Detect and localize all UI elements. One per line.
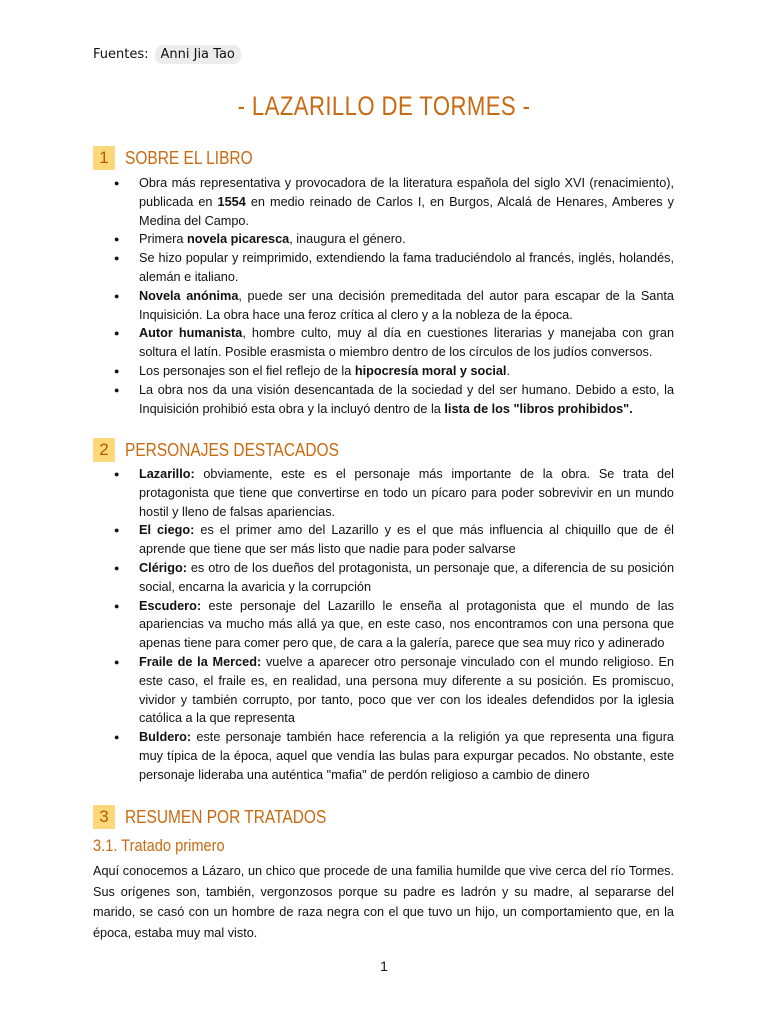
list-item [114, 521, 674, 559]
summary-paragraph: Aquí conocemos a Lázaro, un chico que procede de una familia humilde que vive cerca del río Tormes. Sus orígenes son, también, vergonzosos porque su padre es ladrón y su madre, al separarse del marido, se casó con un hombre de raza negra con el que tuvo un hijo, un comportamiento que, en la época, estaba muy mal visto. [93, 864, 674, 940]
bold-term: Novela anónima [139, 288, 239, 303]
bold-term: Fraile de la Merced: [139, 654, 262, 669]
list-item [114, 653, 674, 728]
list-item [114, 559, 674, 597]
list-item [114, 728, 674, 784]
item-text: , inaugura el género. [289, 232, 406, 247]
item-text: Los personajes son el fiel reflejo de la [139, 363, 355, 378]
item-text: este personaje del Lazarillo le enseña al protagonista que el mundo de las apariencias va mucho más allá ya que, en este caso, nos encontramos con una persona que apenas tiene para comer pero que, de cara a la galería, parece que sea muy rico y adinerado [139, 598, 674, 651]
item-text: es otro de los dueños del protagonista, un personaje que, a diferencia de su posición social, encarna la avaricia y la corrupción [139, 560, 674, 594]
list-item [114, 174, 674, 230]
subsection-title: 3.1. Tratado primero [93, 836, 225, 855]
characters-bullet-list [114, 465, 674, 785]
page-number: 1 [380, 958, 388, 974]
list-item [114, 287, 674, 325]
bold-term: El ciego: [139, 523, 195, 538]
bold-term: lista de los "libros prohibidos". [444, 401, 633, 416]
document-title: - LAZARILLO DE TORMES - [237, 91, 531, 121]
section-heading-2 [93, 438, 374, 462]
list-item [114, 465, 674, 521]
item-text: Obra más representativa y provocadora de la literatura española del siglo XVI (renacimiento), publicada en [139, 176, 674, 209]
sources-line [93, 45, 241, 64]
section-number: 3 [93, 805, 115, 829]
list-item [114, 362, 674, 381]
section-title: PERSONAJES DESTACADOS [125, 439, 339, 460]
list-item [114, 230, 674, 249]
list-item [114, 249, 674, 287]
item-text: , hombre culto, muy al día en cuestiones literarias y manejaba con gran soltura el latín. Posible erasmista o miembro dentro de los círculos de los judíos conversos. [139, 326, 674, 360]
list-item [114, 324, 674, 362]
item-text: este personaje también hace referencia a la religión ya que representa una figura muy típica de la época, aquel que vendía las bulas para expurgar pecados. No obstante, este personaje lideraba una auténtica "mafia" de perdón religioso a cambio de dinero [139, 730, 674, 782]
section-number: 2 [93, 438, 115, 462]
author-chip[interactable]: Anni Jia Tao [155, 45, 241, 64]
sources-label: Fuentes: [93, 47, 149, 62]
bold-term: Clérigo: [139, 560, 187, 575]
bold-term: 1554 [217, 194, 246, 209]
item-text: es el primer amo del Lazarillo y es el que más influencia al chiquillo que de él aprende que tiene que ser más listo que nadie para poder salvarse [139, 523, 675, 557]
bold-term: hipocresía moral y social [354, 363, 507, 378]
bold-term: Lazarillo: [139, 467, 195, 481]
bold-term: novela picaresca [186, 232, 290, 247]
section-heading-1 [93, 146, 273, 170]
list-item [114, 597, 674, 653]
item-text: en medio reinado de Carlos I, en Burgos, Alcalá de Henares, Amberes y Medina del Campo. [139, 194, 675, 228]
item-text: Primera [139, 232, 187, 247]
bold-term: Buldero: [139, 730, 192, 745]
book-bullet-list [114, 174, 674, 418]
bold-term: Escudero: [139, 598, 202, 613]
item-text: obviamente, este es el personaje más importante de la obra. Se trata del protagonista que tiene que convertirse en todo un pícaro para poder sobrevivir en un mundo hostil y lleno de falsas apariencias. [139, 467, 674, 519]
item-text: . [506, 363, 510, 378]
item-text: , puede ser una decisión premeditada del autor para escapar de la Santa Inquisición. La obra hace una feroz crítica al clero y a la nobleza de la época. [139, 288, 674, 322]
section-title: SOBRE EL LIBRO [125, 147, 253, 168]
item-text: Se hizo popular y reimprimido, extendiendo la fama traduciéndolo al francés, inglés, holandés, alemán e italiano. [139, 251, 674, 284]
section-number: 1 [93, 146, 115, 170]
bold-term: Autor humanista [139, 326, 243, 341]
item-text: La obra nos da una visión desencantada de la sociedad y del ser humano. Debido a esto, la Inquisición prohibió esta obra y la incluyó dentro de la [139, 382, 674, 416]
section-title: RESUMEN POR TRATADOS [125, 806, 327, 827]
section-heading-3 [93, 805, 359, 829]
list-item [114, 381, 674, 419]
item-text: vuelve a aparecer otro personaje vinculado con el mundo religioso. En este caso, el fraile es, en realidad, una persona muy diferente a su posición. Es promiscuo, vividor y también corrupto, por tanto, poco que ver con los ideales defendidos por la iglesia católica a la que representa [139, 654, 674, 726]
